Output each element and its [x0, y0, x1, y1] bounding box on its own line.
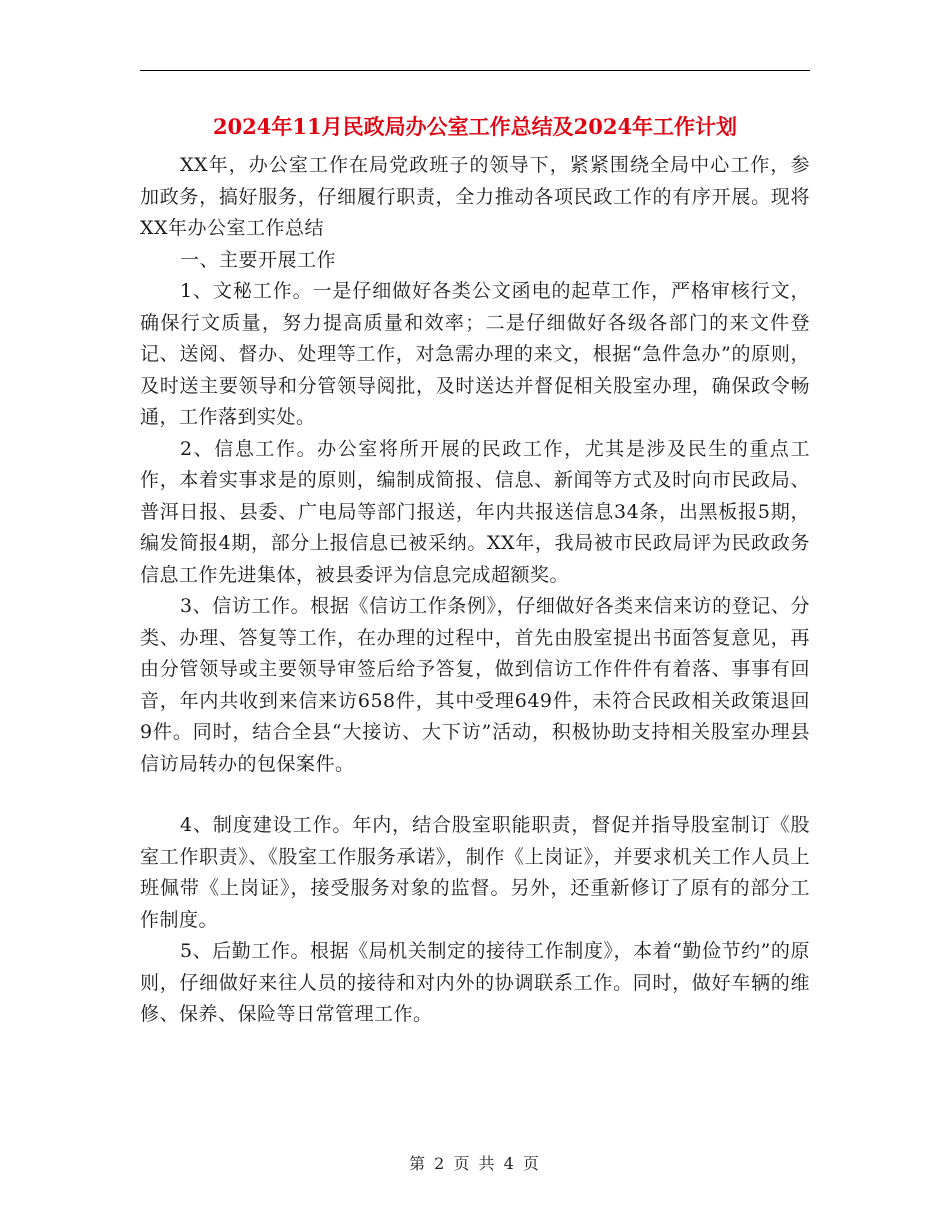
- page-number: 第 2 页 共 4 页: [409, 1154, 541, 1173]
- paragraph-logistics-work: 5、后勤工作。根据《局机关制定的接待工作制度》，本着“勤俭节约”的原则，仔细做好来往人员的接待和对内外的协调联系工作。同时，做好车辆的维修、保养、保险等日常管理工作。: [140, 940, 810, 1025]
- header-rule: [140, 70, 810, 71]
- paragraph-secretarial-work: 1、文秘工作。一是仔细做好各类公文函电的起草工作，严格审核行文，确保行文质量，努力提高质量和效率；二是仔细做好各级各部门的来文件登记、送阅、督办、处理等工作，对急需办理的来文，根据“急件急办”的原则，及时送主要领导和分管领导阅批，及时送达并督促相关股室办理，确保政令畅通，工作落到实处。: [140, 280, 810, 428]
- paragraph-system-building: 4、制度建设工作。年内，结合股室职能职责，督促并指导股室制订《股室工作职责》、《股室工作服务承诺》，制作《上岗证》，并要求机关工作人员上班佩带《上岗证》，接受服务对象的监督。另外，还重新修订了原有的部分工作制度。: [140, 814, 810, 931]
- paragraph-petition-work: 3、信访工作。根据《信访工作条例》，仔细做好各类来信来访的登记、分类、办理、答复等工作，在办理的过程中，首先由股室提出书面答复意见，再由分管领导或主要领导审签后给予答复，做到信访工作件件有着落、事事有回音，年内共收到来信来访658件，其中受理649件，未符合民政相关政策退回9件。同时，结合全县“大接访、大下访”活动，积极协助支持相关股室办理县信访局转办的包保案件。: [140, 595, 810, 775]
- section-heading: 一、主要开展工作: [180, 248, 337, 271]
- paragraph-information-work: 2、信息工作。办公室将所开展的民政工作，尤其是涉及民生的重点工作，本着实事求是的原则，编制成简报、信息、新闻等方式及时向市民政局、普洱日报、县委、广电局等部门报送，年内共报送信息34条，出黑板报5期，编发简报4期，部分上报信息已被采纳。XX年，我局被市民政局评为民政政务信息工作先进集体，被县委评为信息完成超额奖。: [140, 437, 810, 586]
- intro-paragraph: XX年，办公室工作在局党政班子的领导下，紧紧围绕全局中心工作，参加政务，搞好服务，仔细履行职责，全力推动各项民政工作的有序开展。现将XX年办公室工作总结: [140, 154, 810, 239]
- document-title: 2024年11月民政局办公室工作总结及2024年工作计划: [212, 114, 738, 139]
- document-body: [140, 150, 810, 1031]
